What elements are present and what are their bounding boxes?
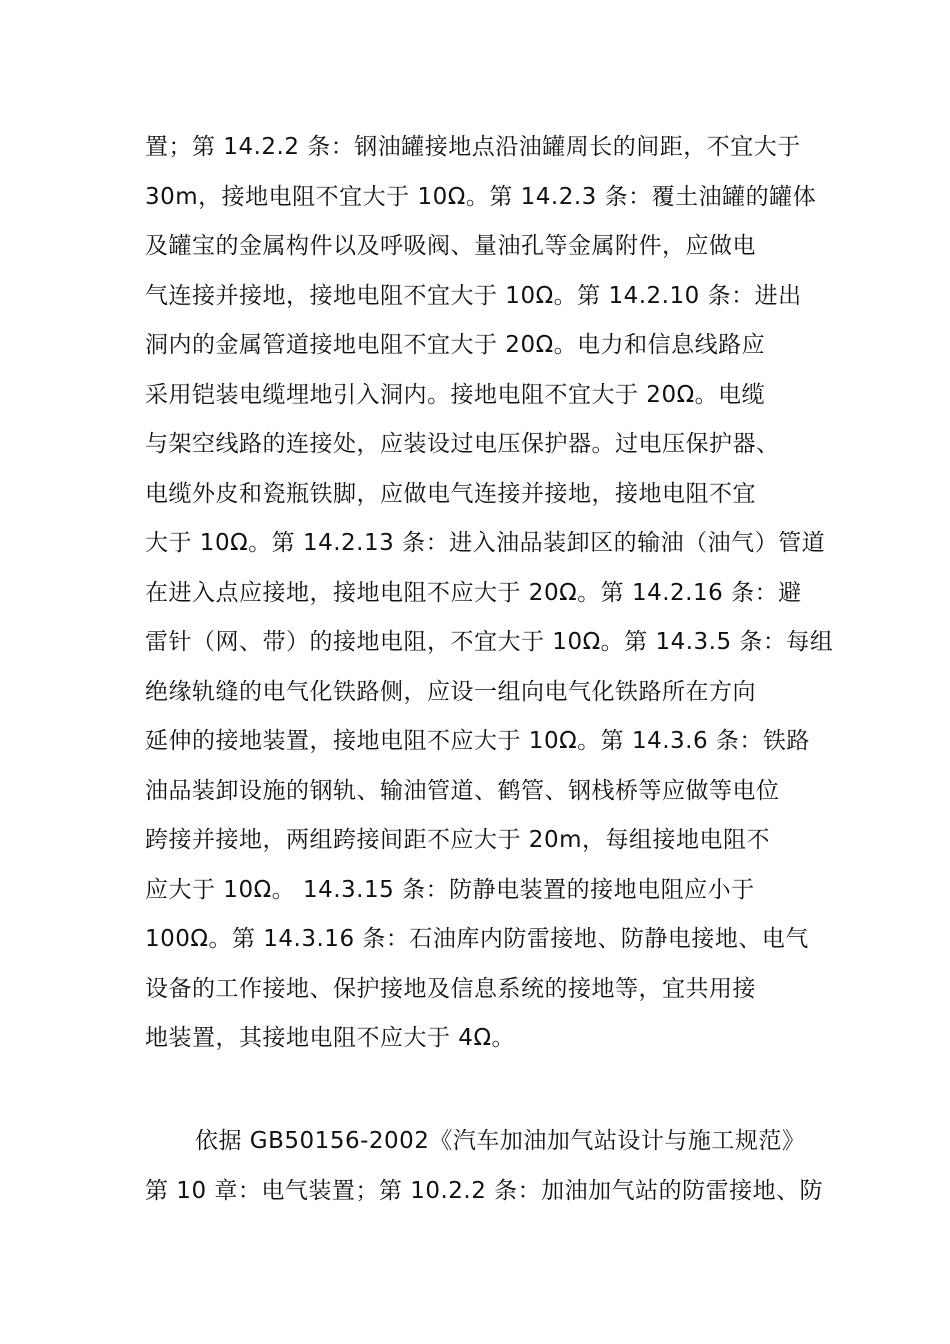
text-line: 采用铠装电缆埋地引入洞内。接地电阻不宜大于 20Ω。电缆: [145, 381, 766, 408]
text-line: 设备的工作接地、保护接地及信息系统的接地等，宜共用接: [145, 975, 756, 1002]
text-line: 电缆外皮和瓷瓶铁脚，应做电气连接并接地，接地电阻不宜: [145, 480, 756, 507]
text-line: 第 10 章：电气装置；第 10.2.2 条：加油加气站的防雷接地、防: [145, 1177, 824, 1204]
text-line: 100Ω。第 14.3.16 条：石油库内防雷接地、防静电接地、电气: [145, 926, 809, 952]
text-line: 油品装卸设施的钢轨、输油管道、鹤管、钢栈桥等应做等电位: [145, 777, 780, 804]
text-line: 绝缘轨缝的电气化铁路侧，应设一组向电气化铁路所在方向: [145, 678, 756, 705]
text-line: 洞内的金属管道接地电阻不宜大于 20Ω。电力和信息线路应: [145, 332, 766, 358]
text-line: 地装置，其接地电阻不应大于 4Ω。: [145, 1025, 516, 1051]
text-line: 应大于 10Ω。 14.3.15 条：防静电装置的接地电阻应小于: [145, 876, 755, 903]
text-line: 在进入点应接地，接地电阻不应大于 20Ω。第 14.2.16 条：避: [145, 579, 802, 606]
text-line: 延伸的接地装置，接地电阻不应大于 10Ω。第 14.3.6 条：铁路: [145, 728, 810, 754]
text-line: 跨接并接地，两组跨接间距不应大于 20m，每组接地电阻不: [145, 827, 770, 853]
paragraph-gb50156-reference: [145, 1117, 824, 1216]
text-line: 30m，接地电阻不宜大于 10Ω。第 14.2.3 条：覆土油罐的罐体: [145, 183, 817, 210]
text-line: 置；第 14.2.2 条：钢油罐接地点沿油罐周长的间距，不宜大于: [145, 134, 801, 160]
text-line: 及罐宝的金属构件以及呼吸阀、量油孔等金属附件，应做电: [145, 233, 756, 259]
text-line: 依据 GB50156-2002《汽车加油加气站设计与施工规范》: [195, 1128, 806, 1154]
text-line: 大于 10Ω。第 14.2.13 条：进入油品装卸区的输油（油气）管道: [145, 530, 826, 556]
text-line: 雷针（网、带）的接地电阻，不宜大于 10Ω。第 14.3.5 条：每组: [145, 629, 834, 655]
text-line: 气连接并接地，接地电阻不宜大于 10Ω。第 14.2.10 条：进出: [145, 282, 802, 309]
text-line: 与架空线路的连接处，应装设过电压保护器。过电压保护器、: [145, 431, 780, 457]
paragraph-grounding-requirements: [145, 123, 834, 1064]
